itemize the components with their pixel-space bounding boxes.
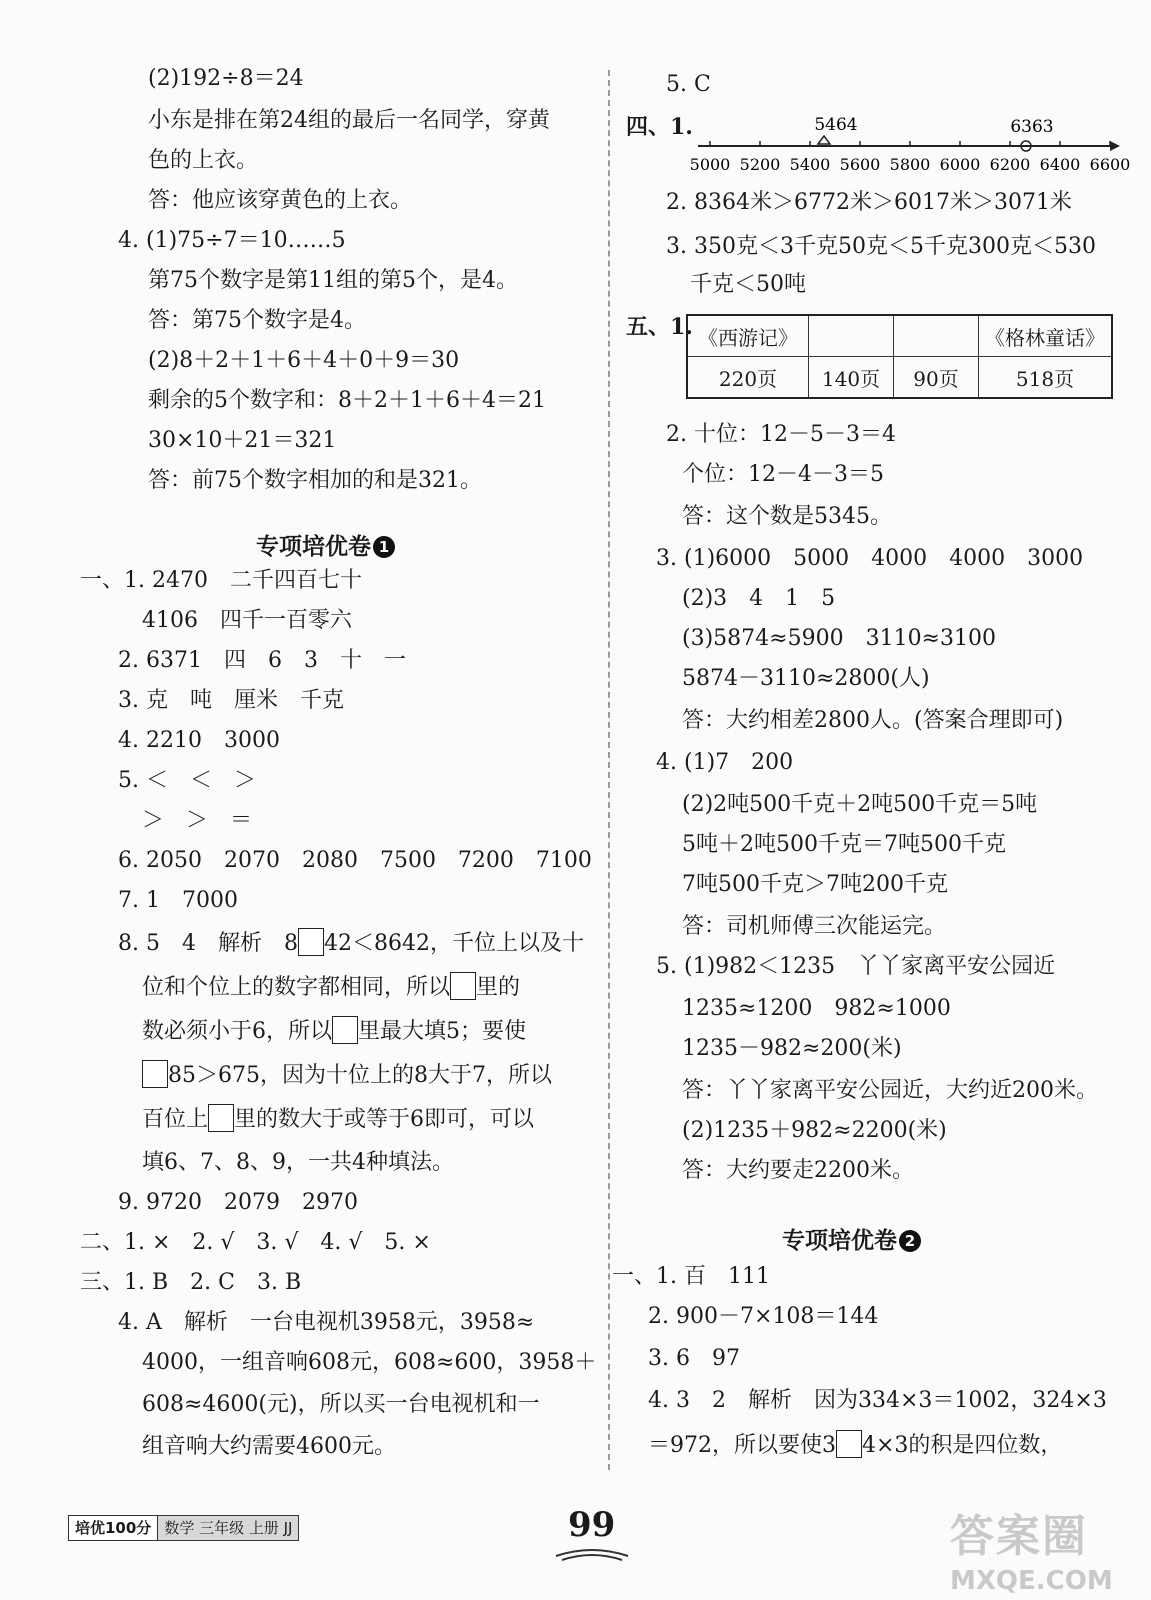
answer-line: 4. (1)7 200 bbox=[656, 750, 794, 775]
answer-line: 5874－3110≈2800(人) bbox=[682, 666, 930, 691]
answer-line: 答：前75个数字相加的和是321。 bbox=[148, 468, 482, 493]
answer-line: 答：这个数是5345。 bbox=[682, 504, 892, 529]
answer-line: 色的上衣。 bbox=[148, 148, 259, 173]
answer-line: 数必须小于6，所以 里最大填5；要使 bbox=[142, 1016, 526, 1047]
answer-line: 答：第75个数字是4。 bbox=[148, 308, 366, 333]
answer-label: 四、1. bbox=[626, 114, 693, 140]
answer-line: 6. 2050 2070 2080 7500 7200 7100 bbox=[118, 848, 592, 873]
answer-line: 1235≈1200 982≈1000 bbox=[682, 996, 951, 1021]
answer-line: 第75个数字是第11组的第5个，是4。 bbox=[148, 268, 518, 293]
answer-line: 位和个位上的数字都相同，所以 里的 bbox=[142, 972, 520, 1003]
answer-line: 二、1. × 2. √ 3. √ 4. √ 5. × bbox=[80, 1230, 431, 1255]
answer-line: (2)192÷8＝24 bbox=[148, 66, 304, 91]
answer-line: 填6、7、8、9，一共4种填法。 bbox=[142, 1150, 454, 1175]
number-line-arrow bbox=[1110, 141, 1120, 151]
number-line-tick-label: 5200 bbox=[739, 155, 781, 174]
table-cell: 140页 bbox=[809, 357, 894, 399]
answer-line: 组音响大约需要4600元。 bbox=[142, 1434, 396, 1459]
number-line-tick-label: 6200 bbox=[989, 155, 1031, 174]
book-info-tag bbox=[68, 1515, 299, 1541]
book-meta: 数学 三年级 上册 JJ bbox=[158, 1516, 298, 1540]
answer-line: 8. 5 4 解析 8 42＜8642，千位上以及十 bbox=[118, 928, 584, 959]
marker-label-5464: 5464 bbox=[814, 115, 858, 135]
answer-line: 3. 350克＜3千克50克＜5千克300克＜530 bbox=[666, 234, 1096, 259]
answer-line: 4. A 解析 一台电视机3958元，3958≈ bbox=[118, 1310, 535, 1335]
table-cell bbox=[809, 315, 894, 357]
answer-line: 小东是排在第24组的最后一名同学，穿黄 bbox=[148, 108, 550, 133]
watermark: 答案圈 MXQE.COM bbox=[950, 1511, 1113, 1596]
answer-line: ＝972，所以要使3 4×3的积是四位数， bbox=[648, 1430, 1062, 1461]
table-row bbox=[687, 315, 1112, 357]
section-title: 专项培优卷 1 bbox=[256, 528, 395, 561]
answer-line: 答：大约相差2800人。(答案合理即可) bbox=[682, 708, 1064, 733]
answer-line: 2. 6371 四 6 3 十 一 bbox=[118, 648, 406, 673]
answer-line: 答：司机师傅三次能运完。 bbox=[682, 914, 947, 939]
number-line bbox=[689, 108, 1131, 180]
answer-line: 4. (1)75÷7＝10……5 bbox=[118, 228, 346, 253]
answer-line: 答：他应该穿黄色的上衣。 bbox=[148, 188, 413, 213]
table-cell: 《西游记》 bbox=[687, 315, 809, 357]
number-line-tick-label: 5600 bbox=[839, 155, 881, 174]
answer-line: 剩余的5个数字和：8＋2＋1＋6＋4＝21 bbox=[148, 388, 546, 413]
answer-line: (2)1235＋982≈2200(米) bbox=[682, 1118, 947, 1143]
answer-line: 4. 3 2 解析 因为334×3＝1002，324×3 bbox=[648, 1388, 1107, 1413]
blank-box bbox=[142, 1060, 168, 1088]
number-line-tick-label: 6000 bbox=[939, 155, 981, 174]
section-number-badge: 2 bbox=[899, 1230, 921, 1252]
number-line-tick-label: 6600 bbox=[1089, 155, 1131, 174]
answer-line: ＞ ＞ ＝ bbox=[142, 808, 253, 833]
answer-line: 3. 克 吨 厘米 千克 bbox=[118, 688, 344, 713]
answer-line: 千克＜50吨 bbox=[690, 272, 806, 297]
answer-line: 4106 四千一百零六 bbox=[142, 608, 352, 633]
answer-line: 2. 十位：12－5－3＝4 bbox=[666, 422, 896, 447]
answer-line: 3. (1)6000 5000 4000 4000 3000 bbox=[656, 546, 1084, 571]
answer-line: 一、1. 2470 二千四百七十 bbox=[80, 568, 362, 593]
blank-box bbox=[332, 1016, 358, 1044]
number-line-tick-label: 5800 bbox=[889, 155, 931, 174]
answer-line: 3. 6 97 bbox=[648, 1346, 740, 1371]
answer-line: 4. 2210 3000 bbox=[118, 728, 280, 753]
table-cell: 220页 bbox=[687, 357, 809, 399]
table-cell bbox=[894, 315, 979, 357]
column-divider bbox=[608, 70, 610, 1470]
blank-box bbox=[208, 1104, 234, 1132]
page-ornament bbox=[552, 1546, 632, 1564]
answer-line: (2)2吨500千克＋2吨500千克＝5吨 bbox=[682, 792, 1038, 817]
answer-line: 608≈4600(元)，所以买一台电视机和一 bbox=[142, 1392, 540, 1417]
blank-box bbox=[836, 1430, 862, 1458]
answer-line: 三、1. B 2. C 3. B bbox=[80, 1270, 302, 1295]
answer-line: 85＞675，因为十位上的8大于7，所以 bbox=[142, 1060, 552, 1091]
answer-line: 1235－982≈200(米) bbox=[682, 1036, 902, 1061]
answer-line: 5吨＋2吨500千克＝7吨500千克 bbox=[682, 832, 1006, 857]
answer-line: 个位：12－4－3＝5 bbox=[682, 462, 884, 487]
answer-line: 5. ＜ ＜ ＞ bbox=[118, 768, 256, 793]
answer-line: 9. 9720 2079 2970 bbox=[118, 1190, 358, 1215]
answer-line: 答：丫丫家离平安公园近，大约近200米。 bbox=[682, 1078, 1098, 1103]
table-cell: 《格林童话》 bbox=[979, 315, 1113, 357]
triangle-marker bbox=[818, 136, 830, 144]
answer-line: 2. 900－7×108＝144 bbox=[648, 1304, 879, 1329]
answer-line: 5. (1)982＜1235 丫丫家离平安公园近 bbox=[656, 954, 1056, 979]
marker-label-6363: 6363 bbox=[1010, 117, 1054, 137]
number-line-tick-label: 6400 bbox=[1039, 155, 1081, 174]
blank-box bbox=[450, 972, 476, 1000]
answer-line: 一、1. 百 111 bbox=[612, 1264, 770, 1289]
number-line-tick-label: 5400 bbox=[789, 155, 831, 174]
answer-line: 答：大约要走2200米。 bbox=[682, 1158, 914, 1183]
table-cell: 518页 bbox=[979, 357, 1113, 399]
answer-line: 5. C bbox=[666, 72, 711, 97]
answer-line: 7吨500千克＞7吨200千克 bbox=[682, 872, 948, 897]
answer-line: 2. 8364米＞6772米＞6017米＞3071米 bbox=[666, 190, 1072, 215]
answer-label: 五、1. bbox=[626, 314, 693, 340]
blank-box bbox=[298, 928, 324, 956]
answer-line: 百位上 里的数大于或等于6即可，可以 bbox=[142, 1104, 534, 1135]
number-line-tick-label: 5000 bbox=[689, 155, 731, 174]
answer-line: 7. 1 7000 bbox=[118, 888, 238, 913]
answer-line: (2)3 4 1 5 bbox=[682, 586, 836, 611]
book-pages-table bbox=[686, 314, 1113, 399]
answer-line: (3)5874≈5900 3110≈3100 bbox=[682, 626, 996, 651]
table-row bbox=[687, 357, 1112, 399]
answer-line: 30×10＋21＝321 bbox=[148, 428, 337, 453]
page-number: 99 bbox=[568, 1505, 616, 1545]
answer-line: (2)8＋2＋1＋6＋4＋0＋9＝30 bbox=[148, 348, 460, 373]
brand-label: 培优100分 bbox=[69, 1516, 158, 1540]
section-number-badge: 1 bbox=[373, 536, 395, 558]
answer-line: 4000，一组音响608元，608≈600，3958＋ bbox=[142, 1350, 597, 1375]
section-title: 专项培优卷 2 bbox=[782, 1222, 921, 1255]
table-cell: 90页 bbox=[894, 357, 979, 399]
